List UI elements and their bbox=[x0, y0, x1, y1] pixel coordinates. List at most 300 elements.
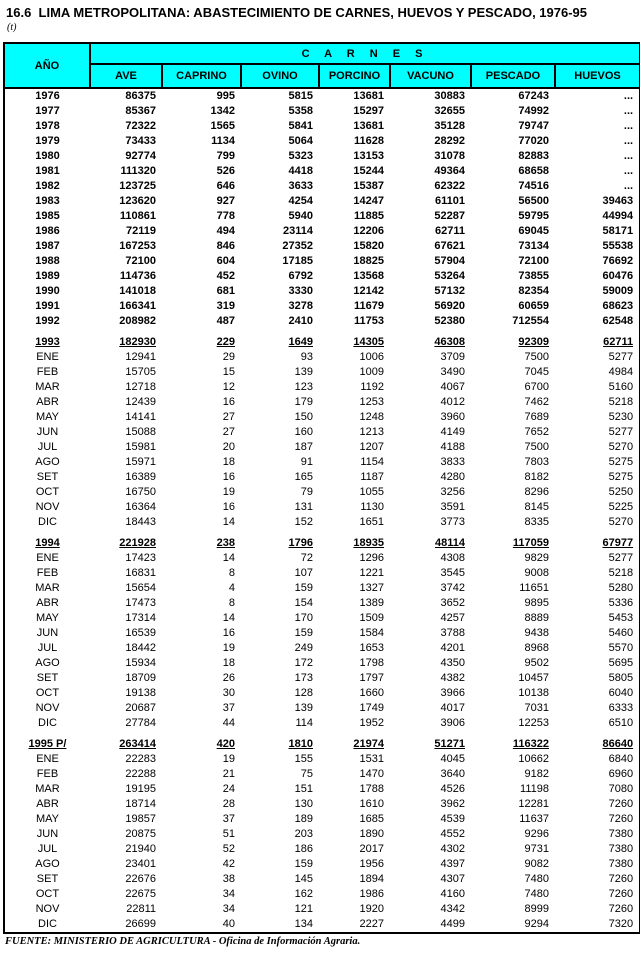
cell-value: 4342 bbox=[440, 903, 465, 915]
row-label: DIC bbox=[38, 717, 57, 729]
cell-value: 187 bbox=[294, 441, 313, 453]
cell-value: 6333 bbox=[608, 702, 634, 714]
cell-value: 10662 bbox=[518, 753, 549, 765]
cell-value: 4984 bbox=[608, 366, 634, 378]
row-label: JUN bbox=[36, 426, 59, 438]
row-label: 1977 bbox=[35, 105, 60, 117]
cell-value: 13153 bbox=[353, 150, 384, 162]
cell-value: 56500 bbox=[518, 195, 549, 207]
cell-value: 1389 bbox=[359, 597, 384, 609]
table-row bbox=[4, 410, 640, 425]
cell-value: 37 bbox=[222, 813, 235, 825]
cell-value: 79 bbox=[300, 486, 313, 498]
cell-value: 139 bbox=[294, 702, 313, 714]
cell-value: 152 bbox=[294, 516, 313, 528]
cell-value: 5940 bbox=[288, 210, 313, 222]
cell-value: 49364 bbox=[434, 165, 465, 177]
cell-value: 7045 bbox=[524, 366, 549, 378]
cell-value: 238 bbox=[216, 537, 235, 549]
table-row bbox=[4, 194, 640, 209]
cell-value: 12718 bbox=[125, 381, 156, 393]
row-label: SET bbox=[36, 471, 59, 483]
cell-value: 3773 bbox=[440, 516, 465, 528]
row-label: NOV bbox=[35, 501, 60, 513]
cell-value: 44 bbox=[222, 717, 235, 729]
cell-value: 1797 bbox=[359, 672, 384, 684]
cell-value: 1221 bbox=[359, 567, 384, 579]
table-row bbox=[4, 767, 640, 782]
cell-value: 5277 bbox=[608, 426, 634, 438]
carnes-group-header: C A R N E S bbox=[90, 43, 640, 64]
cell-value: 3330 bbox=[288, 285, 313, 297]
cell-value: 18442 bbox=[125, 642, 156, 654]
cell-value: 4 bbox=[228, 582, 235, 594]
row-label: FEB bbox=[36, 366, 59, 378]
cell-value: 130 bbox=[294, 798, 313, 810]
cell-value: 5270 bbox=[608, 516, 634, 528]
cell-value: 494 bbox=[216, 225, 235, 237]
cell-value: 72322 bbox=[125, 120, 156, 132]
cell-value: 166341 bbox=[119, 300, 156, 312]
cell-value: 5358 bbox=[288, 105, 313, 117]
row-label: NOV bbox=[35, 702, 60, 714]
cell-value: 7462 bbox=[524, 396, 549, 408]
cell-value: 56920 bbox=[434, 300, 465, 312]
cell-value: 134 bbox=[294, 918, 313, 930]
cell-value: 5323 bbox=[288, 150, 313, 162]
cell-value: 18825 bbox=[353, 255, 384, 267]
cell-value: 172 bbox=[294, 657, 313, 669]
table-row bbox=[4, 209, 640, 224]
cell-value: 123725 bbox=[119, 180, 156, 192]
table-row bbox=[4, 737, 640, 752]
cell-value: 42 bbox=[222, 858, 235, 870]
cell-value: 5453 bbox=[608, 612, 634, 624]
cell-value: 16 bbox=[222, 627, 235, 639]
cell-value: 15088 bbox=[125, 426, 156, 438]
cell-value: 34 bbox=[222, 903, 235, 915]
cell-value: 9182 bbox=[524, 768, 549, 780]
cell-value: 22676 bbox=[125, 873, 156, 885]
cell-value: 68658 bbox=[518, 165, 549, 177]
table-row bbox=[4, 104, 640, 119]
row-label: 1990 bbox=[35, 285, 60, 297]
cell-value: 1509 bbox=[359, 612, 384, 624]
cell-value: 22288 bbox=[125, 768, 156, 780]
cell-value: 4382 bbox=[440, 672, 465, 684]
cell-value: 4499 bbox=[440, 918, 465, 930]
table-row bbox=[4, 902, 640, 917]
table-row bbox=[4, 827, 640, 842]
cell-value: 1810 bbox=[288, 738, 313, 750]
cell-value: 26699 bbox=[125, 918, 156, 930]
cell-value: 173 bbox=[294, 672, 313, 684]
cell-value: ... bbox=[623, 105, 634, 117]
cell-value: 20 bbox=[222, 441, 235, 453]
cell-value: 1253 bbox=[359, 396, 384, 408]
cell-value: 1649 bbox=[288, 336, 313, 348]
cell-value: 9731 bbox=[524, 843, 549, 855]
cell-value: 3640 bbox=[440, 768, 465, 780]
cell-value: 7652 bbox=[524, 426, 549, 438]
table-row bbox=[4, 365, 640, 380]
cell-value: 15971 bbox=[125, 456, 156, 468]
cell-value: ... bbox=[623, 90, 634, 102]
page-title: 16.6 LIMA METROPOLITANA: ABASTECIMIENTO DE CARNES, HUEVOS Y PESCADO, 1976-95 bbox=[6, 5, 588, 20]
cell-value: 110861 bbox=[119, 210, 156, 222]
table-row bbox=[4, 164, 640, 179]
cell-value: 1798 bbox=[359, 657, 384, 669]
cell-value: 9895 bbox=[524, 597, 549, 609]
cell-value: 4539 bbox=[440, 813, 465, 825]
cell-value: 1248 bbox=[359, 411, 384, 423]
table-row bbox=[4, 686, 640, 701]
cell-value: 17423 bbox=[125, 552, 156, 564]
cell-value: 162 bbox=[294, 888, 313, 900]
cell-value: 75 bbox=[300, 768, 313, 780]
row-label: 1978 bbox=[35, 120, 60, 132]
cell-value: 111320 bbox=[120, 165, 156, 177]
cell-value: 3709 bbox=[440, 351, 465, 363]
cell-value: 3906 bbox=[440, 717, 465, 729]
cell-value: 30 bbox=[222, 687, 235, 699]
cell-value: 5277 bbox=[608, 351, 634, 363]
cell-value: 16 bbox=[222, 471, 235, 483]
cell-value: 7260 bbox=[608, 798, 634, 810]
cell-value: 139 bbox=[294, 366, 313, 378]
cell-value: 6510 bbox=[608, 717, 634, 729]
table-row bbox=[4, 179, 640, 194]
cell-value: 7380 bbox=[608, 843, 634, 855]
cell-value: 12941 bbox=[125, 351, 156, 363]
table-row bbox=[4, 395, 640, 410]
cell-value: 5270 bbox=[608, 441, 634, 453]
row-label: SET bbox=[36, 672, 59, 684]
cell-value: 22675 bbox=[125, 888, 156, 900]
row-label: 1985 bbox=[35, 210, 60, 222]
cell-value: 44994 bbox=[602, 210, 634, 222]
cell-value: 7260 bbox=[608, 903, 634, 915]
cell-value: 6960 bbox=[608, 768, 634, 780]
cell-value: 5460 bbox=[608, 627, 634, 639]
cell-value: 11679 bbox=[354, 300, 384, 312]
cell-value: 128 bbox=[294, 687, 313, 699]
table-row bbox=[4, 380, 640, 395]
table-row bbox=[4, 440, 640, 455]
cell-value: 7480 bbox=[524, 873, 549, 885]
cell-value: 53264 bbox=[434, 270, 465, 282]
cell-value: 76692 bbox=[602, 255, 634, 267]
cell-value: 114 bbox=[295, 717, 313, 729]
cell-value: 846 bbox=[216, 240, 235, 252]
cell-value: ... bbox=[623, 165, 634, 177]
column-header-ovino: OVINO bbox=[241, 64, 319, 88]
cell-value: 1894 bbox=[359, 873, 384, 885]
cell-value: 69045 bbox=[518, 225, 549, 237]
table-row bbox=[4, 299, 640, 314]
cell-value: 4552 bbox=[440, 828, 465, 840]
table-row bbox=[4, 701, 640, 716]
cell-value: 4397 bbox=[440, 858, 465, 870]
cell-value: 18935 bbox=[353, 537, 384, 549]
table-row bbox=[4, 842, 640, 857]
cell-value: 4160 bbox=[440, 888, 465, 900]
cell-value: 452 bbox=[216, 270, 235, 282]
cell-value: 3490 bbox=[440, 366, 465, 378]
cell-value: 4188 bbox=[440, 441, 465, 453]
cell-value: 5275 bbox=[608, 471, 634, 483]
cell-value: 26 bbox=[222, 672, 235, 684]
table-row bbox=[4, 455, 640, 470]
cell-value: 5277 bbox=[608, 552, 634, 564]
cell-value: 7500 bbox=[524, 441, 549, 453]
cell-value: 249 bbox=[294, 642, 313, 654]
table-row bbox=[4, 119, 640, 134]
table-row bbox=[4, 335, 640, 350]
cell-value: 12142 bbox=[353, 285, 384, 297]
cell-value: 4254 bbox=[288, 195, 313, 207]
column-header-ave: AVE bbox=[90, 64, 162, 88]
cell-value: 7260 bbox=[608, 873, 634, 885]
cell-value: 1213 bbox=[359, 426, 384, 438]
row-label: 1994 bbox=[35, 537, 60, 549]
cell-value: 182930 bbox=[119, 336, 156, 348]
table-row bbox=[4, 656, 640, 671]
cell-value: 40 bbox=[222, 918, 235, 930]
table-row bbox=[4, 566, 640, 581]
row-label: ENE bbox=[36, 753, 59, 765]
row-label: 1980 bbox=[35, 150, 60, 162]
table-row bbox=[4, 797, 640, 812]
cell-value: 11753 bbox=[354, 315, 384, 327]
cell-value: 72100 bbox=[518, 255, 549, 267]
cell-value: 62548 bbox=[602, 315, 634, 327]
cell-value: 5280 bbox=[608, 582, 634, 594]
cell-value: 3742 bbox=[440, 582, 465, 594]
cell-value: 93 bbox=[300, 351, 313, 363]
cell-value: 52287 bbox=[434, 210, 465, 222]
cell-value: 15820 bbox=[353, 240, 384, 252]
cell-value: 8999 bbox=[524, 903, 549, 915]
table-row bbox=[4, 254, 640, 269]
cell-value: 121 bbox=[294, 903, 313, 915]
cell-value: 27784 bbox=[125, 717, 156, 729]
cell-value: 123 bbox=[294, 381, 313, 393]
cell-value: 48114 bbox=[435, 537, 465, 549]
cell-value: 2017 bbox=[359, 843, 384, 855]
cell-value: 12 bbox=[222, 381, 235, 393]
cell-value: 21974 bbox=[353, 738, 384, 750]
table-row bbox=[4, 88, 640, 104]
cell-value: 15981 bbox=[125, 441, 156, 453]
cell-value: 203 bbox=[294, 828, 313, 840]
cell-value: 18709 bbox=[125, 672, 156, 684]
cell-value: 14305 bbox=[353, 336, 384, 348]
cell-value: 19 bbox=[222, 753, 235, 765]
row-label: MAR bbox=[35, 783, 60, 795]
table-row bbox=[4, 917, 640, 933]
cell-value: 131 bbox=[294, 501, 313, 513]
row-label: ABR bbox=[36, 597, 59, 609]
cell-value: 1651 bbox=[359, 516, 384, 528]
cell-value: 165 bbox=[294, 471, 313, 483]
cell-value: 4307 bbox=[440, 873, 465, 885]
cell-value: 9296 bbox=[524, 828, 549, 840]
cell-value: 9829 bbox=[524, 552, 549, 564]
table-row bbox=[4, 812, 640, 827]
table-row bbox=[4, 887, 640, 902]
cell-value: 1207 bbox=[359, 441, 384, 453]
cell-value: 6040 bbox=[608, 687, 634, 699]
cell-value: 22283 bbox=[125, 753, 156, 765]
cell-value: 72119 bbox=[126, 225, 156, 237]
cell-value: 11885 bbox=[354, 210, 384, 222]
cell-value: 3962 bbox=[440, 798, 465, 810]
cell-value: 123620 bbox=[119, 195, 156, 207]
cell-value: 1470 bbox=[359, 768, 384, 780]
cell-value: 116322 bbox=[512, 738, 549, 750]
cell-value: 4302 bbox=[440, 843, 465, 855]
cell-value: 487 bbox=[216, 315, 235, 327]
cell-value: 57904 bbox=[434, 255, 465, 267]
cell-value: 17185 bbox=[282, 255, 313, 267]
cell-value: 55538 bbox=[602, 240, 634, 252]
cell-value: 17473 bbox=[125, 597, 156, 609]
cell-value: 24 bbox=[222, 783, 235, 795]
cell-value: 9294 bbox=[524, 918, 549, 930]
row-label: SET bbox=[36, 873, 59, 885]
cell-value: 4308 bbox=[440, 552, 465, 564]
cell-value: 1154 bbox=[360, 456, 384, 468]
cell-value: 150 bbox=[294, 411, 313, 423]
row-label: DIC bbox=[38, 516, 57, 528]
cell-value: 12439 bbox=[125, 396, 156, 408]
cell-value: 60659 bbox=[518, 300, 549, 312]
cell-value: 3652 bbox=[440, 597, 465, 609]
row-label: 1983 bbox=[35, 195, 60, 207]
cell-value: 19857 bbox=[125, 813, 156, 825]
cell-value: 3833 bbox=[440, 456, 465, 468]
cell-value: 73134 bbox=[518, 240, 549, 252]
cell-value: 14247 bbox=[353, 195, 384, 207]
cell-value: 32655 bbox=[434, 105, 465, 117]
cell-value: 18714 bbox=[125, 798, 156, 810]
cell-value: 3633 bbox=[288, 180, 313, 192]
table-row bbox=[4, 149, 640, 164]
cell-value: 67243 bbox=[518, 90, 549, 102]
cell-value: 4045 bbox=[440, 753, 465, 765]
row-label: 1989 bbox=[35, 270, 60, 282]
cell-value: 229 bbox=[216, 336, 235, 348]
table-row bbox=[4, 515, 640, 530]
cell-value: 160 bbox=[294, 426, 313, 438]
cell-value: 114736 bbox=[119, 270, 156, 282]
table-row bbox=[4, 596, 640, 611]
row-label: 1995 P/ bbox=[28, 738, 67, 750]
cell-value: 1749 bbox=[359, 702, 384, 714]
cell-value: 16539 bbox=[125, 627, 156, 639]
table-row bbox=[4, 485, 640, 500]
row-label: MAY bbox=[35, 411, 60, 423]
cell-value: 4350 bbox=[440, 657, 465, 669]
cell-value: 86640 bbox=[602, 738, 634, 750]
cell-value: 15934 bbox=[125, 657, 156, 669]
row-label: JUL bbox=[37, 441, 58, 453]
table-row bbox=[4, 134, 640, 149]
cell-value: 21940 bbox=[125, 843, 156, 855]
cell-value: 208982 bbox=[119, 315, 156, 327]
cell-value: 37 bbox=[222, 702, 235, 714]
cell-value: 3591 bbox=[440, 501, 465, 513]
cell-value: 92309 bbox=[518, 336, 549, 348]
cell-value: 11628 bbox=[354, 135, 384, 147]
cell-value: 4067 bbox=[440, 381, 465, 393]
cell-value: 4012 bbox=[440, 396, 465, 408]
cell-value: 31078 bbox=[434, 150, 465, 162]
cell-value: 1952 bbox=[359, 717, 384, 729]
cell-value: 12253 bbox=[518, 717, 549, 729]
cell-value: 8145 bbox=[524, 501, 549, 513]
cell-value: 15654 bbox=[125, 582, 156, 594]
row-label: OCT bbox=[35, 486, 60, 498]
cell-value: 995 bbox=[216, 90, 235, 102]
row-label: 1982 bbox=[35, 180, 60, 192]
cell-value: 5218 bbox=[608, 567, 634, 579]
table-row bbox=[4, 536, 640, 551]
cell-value: 1796 bbox=[288, 537, 313, 549]
row-label: ENE bbox=[36, 552, 59, 564]
row-label: ENE bbox=[36, 351, 59, 363]
cell-value: 5230 bbox=[608, 411, 634, 423]
cell-value: 14 bbox=[222, 612, 235, 624]
cell-value: 1584 bbox=[359, 627, 384, 639]
cell-value: 18 bbox=[222, 657, 235, 669]
cell-value: 35128 bbox=[434, 120, 465, 132]
cell-value: 4017 bbox=[440, 702, 465, 714]
row-label: FEB bbox=[36, 768, 59, 780]
cell-value: 27 bbox=[222, 411, 235, 423]
cell-value: 4201 bbox=[440, 642, 465, 654]
cell-value: 1653 bbox=[359, 642, 384, 654]
table-row bbox=[4, 857, 640, 872]
cell-value: 7320 bbox=[608, 918, 634, 930]
cell-value: 117059 bbox=[512, 537, 549, 549]
cell-value: 52380 bbox=[434, 315, 465, 327]
cell-value: 82883 bbox=[518, 150, 549, 162]
row-label: NOV bbox=[35, 903, 60, 915]
cell-value: 62322 bbox=[434, 180, 465, 192]
row-label: MAY bbox=[35, 612, 60, 624]
cell-value: 526 bbox=[216, 165, 235, 177]
row-label: ABR bbox=[36, 396, 59, 408]
row-label: FEB bbox=[36, 567, 59, 579]
column-header-vacuno: VACUNO bbox=[390, 64, 471, 88]
cell-value: 2227 bbox=[359, 918, 384, 930]
table-row bbox=[4, 641, 640, 656]
cell-value: 72100 bbox=[125, 255, 156, 267]
cell-value: 60476 bbox=[602, 270, 634, 282]
cell-value: 8968 bbox=[524, 642, 549, 654]
cell-value: 59009 bbox=[602, 285, 634, 297]
cell-value: ... bbox=[623, 180, 634, 192]
cell-value: 1788 bbox=[359, 783, 384, 795]
cell-value: 18 bbox=[222, 456, 235, 468]
cell-value: 5805 bbox=[608, 672, 634, 684]
cell-value: 77020 bbox=[518, 135, 549, 147]
cell-value: 67977 bbox=[602, 537, 634, 549]
cell-value: 30883 bbox=[434, 90, 465, 102]
cell-value: 1055 bbox=[359, 486, 384, 498]
